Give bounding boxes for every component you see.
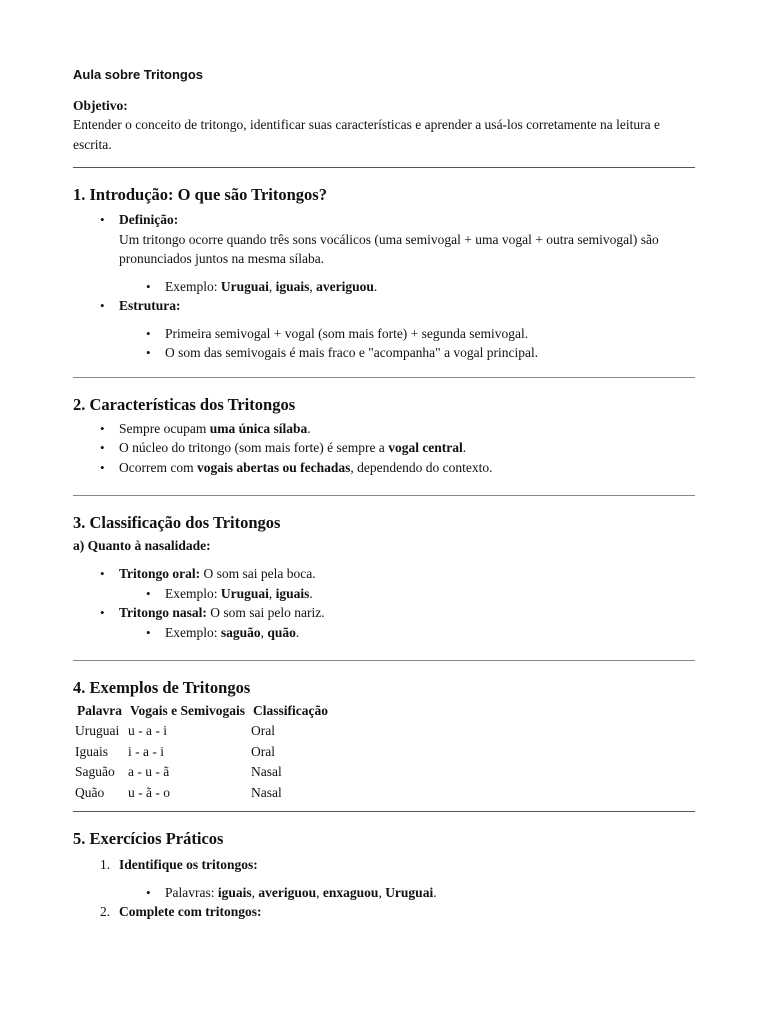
item-number: 1. <box>100 857 111 872</box>
section-classification <box>73 496 695 642</box>
example-prefix: Exemplo: <box>165 624 221 640</box>
list-item <box>73 419 695 439</box>
table-row <box>73 721 332 742</box>
table-cell: Oral <box>251 723 276 738</box>
table-cell: a - u - ã <box>128 764 170 779</box>
list-item: • Palavras: iguais, averiguou, enxaguou, Uruguai. <box>119 883 695 903</box>
list-item <box>73 438 695 458</box>
example-word: averiguou <box>316 278 374 294</box>
example-word: Uruguai <box>220 585 269 601</box>
oral-example-list <box>73 584 695 604</box>
structure-label: Estrutura: <box>119 298 181 313</box>
table-row <box>73 742 332 763</box>
section-title: 4. Exemplos de Tritongos <box>73 678 251 697</box>
example-word: quão <box>267 624 296 640</box>
item-bold: uma única sílaba <box>209 420 308 436</box>
example-prefix: Exemplo: <box>165 585 221 601</box>
table-row <box>73 783 332 804</box>
exercise-word: averiguou <box>258 884 317 900</box>
section-title: 1. Introdução: O que são Tritongos? <box>73 185 327 204</box>
item-text: Ocorrem com <box>119 459 197 475</box>
list-item <box>73 855 695 902</box>
intro-list <box>73 210 695 363</box>
exercises-list <box>73 855 695 922</box>
oral-text: O som sai pela boca. <box>200 566 316 581</box>
item-bold: vogais abertas ou fechadas <box>196 459 351 475</box>
example-word: saguão <box>220 624 261 640</box>
examples-table <box>73 701 332 803</box>
table-header-row <box>73 701 332 721</box>
table-cell: Quão <box>75 784 105 800</box>
list-item <box>73 296 695 363</box>
list-item: • O som das semivogais é mais fraco e "acompanha" a vogal principal. <box>119 343 695 363</box>
list-item: • Exemplo: Uruguai, iguais, averiguou. <box>119 277 695 297</box>
exercise-word: enxaguou <box>322 884 379 900</box>
table-cell: u - ã - o <box>128 784 170 800</box>
example-prefix: Exemplo: <box>165 278 221 294</box>
nasal-text: O som sai pelo nariz. <box>206 605 325 620</box>
item-text: . <box>462 440 467 455</box>
list-item <box>73 603 695 642</box>
exercise-label: Complete com tritongos: <box>119 904 262 919</box>
document-content <box>73 66 695 922</box>
table-cell: Oral <box>251 743 276 759</box>
definition-label: Definição: <box>119 212 179 227</box>
section-title: 2. Características dos Tritongos <box>73 394 296 414</box>
table-row <box>73 762 332 783</box>
characteristics-list <box>73 419 695 478</box>
section-exercises <box>73 812 695 922</box>
table-header-cell: Classificação <box>253 703 329 718</box>
objective-text: Entender o conceito de tritongo, identificar suas características e aprender a usá-los corretamente na leitura e escrita. <box>73 117 660 152</box>
exercise-word: iguais <box>217 884 252 900</box>
exercise-label: Identifique os tritongos: <box>119 857 258 872</box>
list-item <box>73 902 695 922</box>
exercise-word: Uruguai <box>385 884 434 900</box>
example-list <box>73 277 695 297</box>
item-text: O núcleo do tritongo (som mais forte) é sempre a <box>119 440 389 455</box>
exercise-words-list <box>73 883 695 903</box>
table-cell: Nasal <box>251 764 282 779</box>
document-title: Aula sobre Tritongos <box>73 67 204 82</box>
table-cell: u - a - i <box>128 723 167 738</box>
table-cell: Iguais <box>75 743 108 759</box>
item-number: 2. <box>100 904 111 919</box>
nasal-example-list <box>73 623 695 643</box>
list-item <box>73 458 695 478</box>
section-title: 5. Exercícios Práticos <box>73 829 224 848</box>
list-item: • Exemplo: Uruguai, iguais. <box>119 584 695 604</box>
list-item: • Primeira semivogal + vogal (som mais forte) + segunda semivogal. <box>119 324 695 344</box>
table-cell: Saguão <box>75 764 115 779</box>
table-cell: i - a - i <box>128 743 164 759</box>
example-word: iguais <box>275 585 310 601</box>
words-prefix: Palavras: <box>165 884 218 900</box>
item-bold: vogal central <box>388 440 463 455</box>
table-header-cell: Palavra <box>77 703 122 718</box>
table-cell: Uruguai <box>75 723 120 738</box>
table-header-cell: Vogais e Semivogais <box>130 703 246 718</box>
section-title: 3. Classificação dos Tritongos <box>73 513 281 532</box>
list-item: • Exemplo: saguão, quão. <box>119 623 695 643</box>
oral-label: Tritongo oral: <box>119 566 201 581</box>
item-text: . <box>307 420 311 436</box>
item-text: , dependendo do contexto. <box>350 459 493 475</box>
nasal-label: Tritongo nasal: <box>119 605 207 620</box>
example-word: iguais <box>275 278 310 294</box>
table-cell: Nasal <box>251 784 282 800</box>
section-characteristics <box>73 378 695 478</box>
example-word: Uruguai <box>220 278 269 294</box>
section-examples <box>73 661 695 803</box>
classification-list <box>73 564 695 642</box>
item-text: Sempre ocupam <box>119 420 210 436</box>
structure-list <box>73 324 695 363</box>
subsection-title: a) Quanto à nasalidade: <box>73 538 211 553</box>
definition-text: Um tritongo ocorre quando três sons vocálicos (uma semivogal + uma vogal + outra semivogal) são pronunciados juntos na mesma sílaba. <box>119 231 659 266</box>
list-item <box>73 210 695 296</box>
objective-label: Objetivo: <box>73 98 128 113</box>
list-item <box>73 564 695 603</box>
section-introduction <box>73 168 695 363</box>
